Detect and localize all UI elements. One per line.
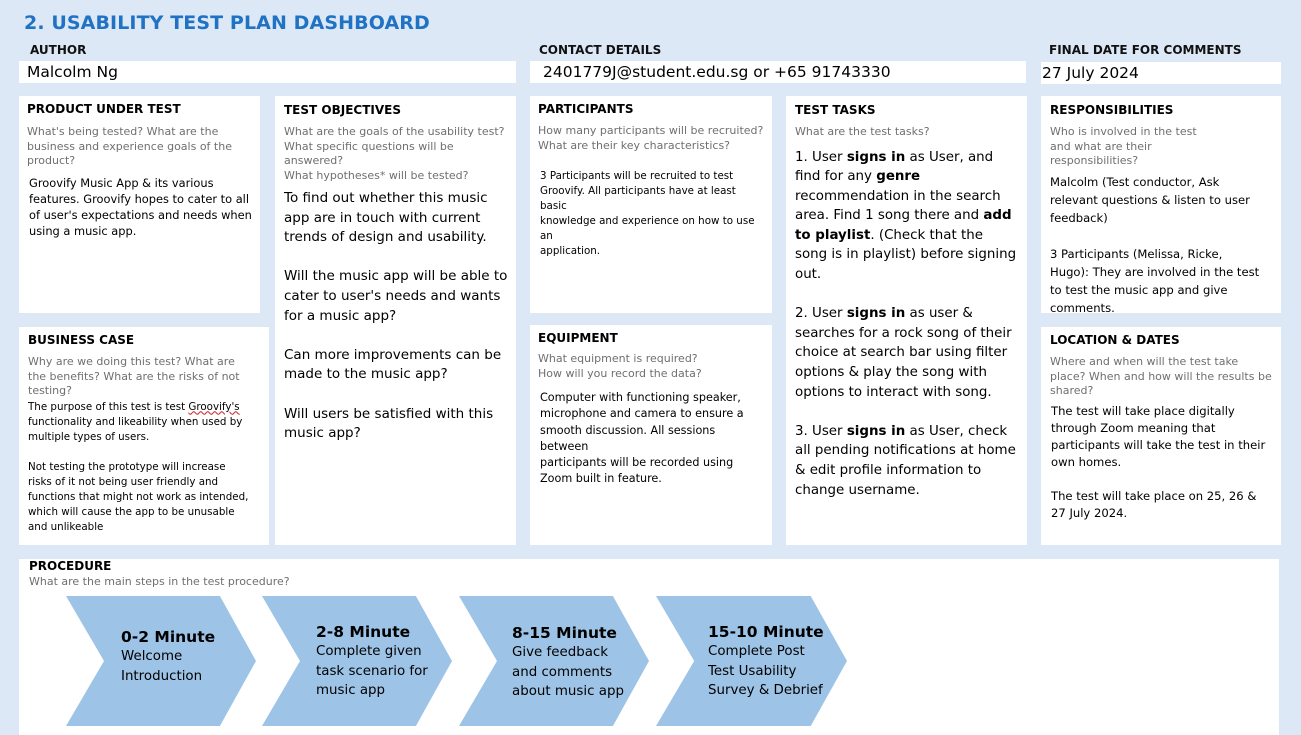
author-field[interactable]: Malcolm Ng <box>19 61 516 83</box>
contact-label: CONTACT DETAILS <box>539 43 662 57</box>
location-dates-body[interactable]: The test will take place digitally through Zoom meaning that participants will take the test in their own homes. The test will take place on 25, 26 & 27 July 2024. <box>1051 403 1266 520</box>
step-2-time: 2-8 Minute <box>316 623 411 641</box>
business-case-panel <box>19 327 269 545</box>
step-3-time: 8-15 Minute <box>512 624 617 642</box>
product-under-test-title: PRODUCT UNDER TEST <box>27 102 181 116</box>
test-objectives-body[interactable]: To find out whether this music app are in touch with current trends of design and usability. Will the music app will be able to cater to user's needs and wants for a music app? Can more improvements can be made to the music app? Will users be satisfied with this music app? <box>284 190 508 442</box>
equipment-question: What equipment is required? How will you record the data? <box>538 352 702 380</box>
step-2-desc: Complete given task scenario for music app <box>316 644 428 699</box>
equipment-title: EQUIPMENT <box>538 331 618 345</box>
procedure-title: PROCEDURE <box>29 559 112 573</box>
final-date-field[interactable]: 27 July 2024 <box>1041 62 1281 84</box>
location-dates-panel <box>1041 327 1281 545</box>
participants-panel <box>530 96 772 313</box>
participants-body[interactable]: 3 Participants will be recruited to test Groovify. All participants have at least basic knowledge and experience on how to use an application. <box>540 170 755 257</box>
responsibilities-question: Who is involved in the test and what are their responsibilities? <box>1050 125 1197 167</box>
product-under-test-panel <box>19 96 260 313</box>
business-case-body-start: The purpose of this test is test <box>28 400 189 413</box>
participants-question: How many participants will be recruited? What are their key characteristics? <box>538 124 764 152</box>
responsibilities-title: RESPONSIBILITIES <box>1050 103 1174 117</box>
task-1: 1. User signs in as User, and find for any genre recommendation in the search area. Find 1 song there and add to playlist. (Check that the song is in playlist) before signing out. <box>795 149 1017 283</box>
page-title: 2. USABILITY TEST PLAN DASHBOARD <box>24 12 430 34</box>
task-3: 3. User signs in as User, check all pending notifications at home & edit profile information to change username. <box>795 423 1016 498</box>
procedure-step-3-text <box>512 623 647 702</box>
test-objectives-title: TEST OBJECTIVES <box>284 103 401 117</box>
location-dates-title: LOCATION & DATES <box>1050 333 1180 347</box>
procedure-panel <box>19 559 1279 735</box>
spellcheck-word: Groovify's <box>188 400 240 413</box>
responsibilities-panel <box>1041 96 1281 313</box>
procedure-step-4-text <box>708 622 848 701</box>
product-under-test-question: What's being tested? What are the business and experience goals of the product? <box>27 125 232 167</box>
step-4-desc: Complete Post Test Usability Survey & Debrief <box>708 644 823 699</box>
step-1-desc: Welcome Introduction <box>121 649 203 684</box>
product-under-test-body[interactable]: Groovify Music App & its various features. Groovify hopes to cater to all of user's expectations and needs when using a music app. <box>29 175 252 239</box>
business-case-body[interactable] <box>28 400 261 535</box>
final-date-label: FINAL DATE FOR COMMENTS <box>1049 43 1242 57</box>
step-3-desc: Give feedback and comments about music app <box>512 645 624 700</box>
contact-field[interactable]: 2401779J@student.edu.sg or +65 91743330 <box>530 61 1026 83</box>
test-tasks-question: What are the test tasks? <box>795 125 930 138</box>
test-tasks-title: TEST TASKS <box>795 103 876 117</box>
procedure-step-2-text <box>316 622 451 701</box>
step-4-time: 15-10 Minute <box>708 623 824 641</box>
step-1-time: 0-2 Minute <box>121 628 216 646</box>
test-tasks-panel <box>786 96 1027 545</box>
responsibilities-body[interactable]: Malcolm (Test conductor, Ask relevant questions & listen to user feedback) 3 Participants (Melissa, Ricke, Hugo): They are involved in the test to test the music app and give comments. <box>1050 174 1260 315</box>
author-label: AUTHOR <box>30 43 87 57</box>
equipment-body[interactable]: Computer with functioning speaker, microphone and camera to ensure a smooth discussion. All sessions between participants will be recorded using Zoom built in feature. <box>540 391 744 486</box>
business-case-title: BUSINESS CASE <box>28 333 135 347</box>
test-objectives-question: What are the goals of the usability test? What specific questions will be answered? What hypotheses* will be tested? <box>284 125 505 182</box>
equipment-panel <box>530 325 772 545</box>
participants-title: PARTICIPANTS <box>538 102 634 116</box>
procedure-question: What are the main steps in the test procedure? <box>29 575 290 588</box>
task-2: 2. User signs in as user & searches for a rock song of their choice at search bar using filter options & play the song with options to interact with song. <box>795 306 1012 400</box>
business-case-body-rest: functionality and likeability when used by multiple types of users. Not testing the prototype will increase risks of it not being user friendly and functions that might not work as intended, which will cause the app to be unusable and unlikeable <box>28 415 249 533</box>
procedure-step-1-text <box>121 627 251 686</box>
test-objectives-panel <box>275 96 516 545</box>
test-tasks-body[interactable] <box>795 148 1019 501</box>
location-dates-question: Where and when will the test take place? When and how will the results be shared? <box>1050 355 1272 397</box>
business-case-question: Why are we doing this test? What are the benefits? What are the risks of not testing? <box>28 355 240 397</box>
